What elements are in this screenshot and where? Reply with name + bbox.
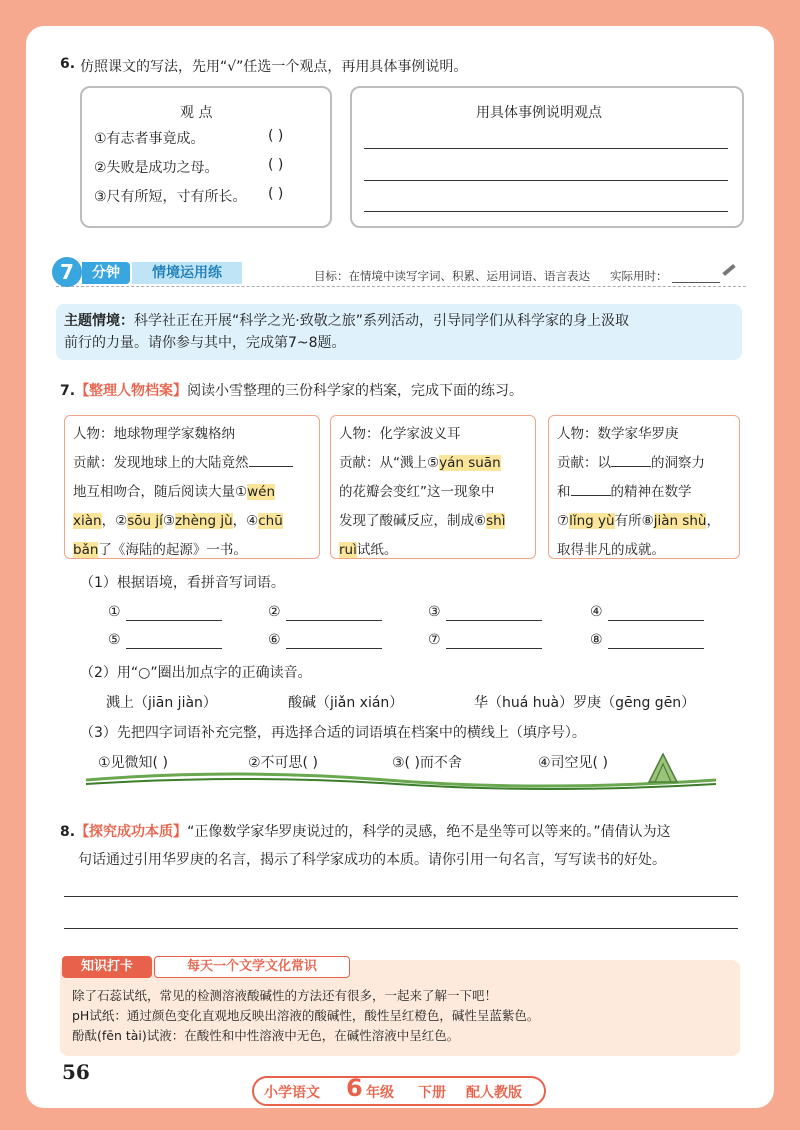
- reading-2[interactable]: 酸碱（jiǎn xián）: [288, 695, 404, 711]
- blank-label-3: ③: [428, 604, 441, 620]
- section-minutes-number: 7: [52, 257, 82, 287]
- answer-blank-8[interactable]: [608, 648, 704, 649]
- footer-grade-number: 6: [346, 1074, 363, 1102]
- card1-sep-2: ③: [162, 513, 175, 529]
- opinion-1: ①有志者事竟成。: [94, 131, 205, 147]
- page-number: 56: [62, 1060, 90, 1084]
- card3-line-2a: 贡献：以: [557, 455, 611, 471]
- blank-label-2: ②: [268, 604, 281, 620]
- card1-line-2: 贡献：发现地球上的大陆竟然: [73, 455, 249, 471]
- idiom-3[interactable]: ③( )而不舍: [392, 755, 462, 771]
- q7-sub1: （1）根据语境，看拼音写词语。: [80, 575, 285, 591]
- q8-answer-line-2[interactable]: [64, 928, 738, 929]
- blank-label-4: ④: [590, 604, 603, 620]
- knowledge-text: [72, 986, 732, 1046]
- q7-tag: 【整理人物档案】: [75, 383, 188, 399]
- answer-blank-3[interactable]: [446, 620, 542, 621]
- example-box-title: 用具体事例说明观点: [476, 105, 602, 121]
- card3-line-3a: 和: [557, 484, 571, 500]
- pinyin-1b: xiàn: [73, 513, 102, 529]
- card1-line-3: 地互相吻合，随后阅读大量①: [73, 484, 248, 500]
- footer-grade: 年级: [366, 1085, 394, 1101]
- opinion-box-title: 观 点: [180, 105, 213, 121]
- pinyin-8: jiàn shù: [653, 513, 707, 529]
- scenario-text: [64, 310, 744, 354]
- answer-blank-6[interactable]: [286, 648, 382, 649]
- idiom-2[interactable]: ②不可思( ): [248, 755, 318, 771]
- footer-subject: 小学语文: [264, 1085, 320, 1101]
- pinyin-7: lǐng yù: [569, 513, 615, 529]
- knowledge-tag: 知识打卡: [62, 956, 152, 978]
- blank-label-5: ⑤: [108, 632, 121, 648]
- opinion-1-paren[interactable]: ( ): [268, 128, 284, 144]
- q8-number: 8.: [60, 824, 76, 840]
- pinyin-1a: wén: [247, 484, 276, 500]
- opinion-2: ②失败是成功之母。: [94, 160, 219, 176]
- card3-line-3b: 的精神在数学: [610, 484, 692, 500]
- q8-line-2: 句话通过引用华罗庚的名言，揭示了科学家成功的本质。请你引用一句名言，写写读书的好处。: [78, 852, 666, 868]
- section-minutes-unit: 分钟: [82, 262, 130, 284]
- answer-blank-7[interactable]: [446, 648, 542, 649]
- section-goal: 目标：在情境中读写字词、积累、运用词语、语言表达: [314, 269, 590, 283]
- card3-blank-2[interactable]: [571, 495, 611, 496]
- card2-line-2: 贡献：从“溅上⑤: [339, 455, 440, 471]
- opinion-3: ③尺有所短，寸有所长。: [94, 189, 247, 205]
- scenario-line-1: 科学社正在开展“科学之光·致敬之旅”系列活动，引导同学们从科学家的身上汲取: [134, 313, 629, 329]
- q7-sub2: （2）用“○”圈出加点字的正确读音。: [80, 665, 312, 681]
- section-title: 情境运用练: [132, 262, 242, 284]
- card2-line-5: 试纸。: [356, 542, 398, 558]
- section-header-rule: [56, 286, 746, 287]
- card3-line-4c: ，: [706, 513, 720, 529]
- card1-line-5: 了《海陆的起源》一书。: [98, 542, 247, 558]
- q8-tag: 【探究成功本质】: [75, 824, 188, 840]
- bamboo-shoot-icon: [645, 752, 681, 784]
- blank-label-1: ①: [108, 604, 121, 620]
- card2-line-1: 人物：化学家波义耳: [339, 426, 461, 442]
- knowledge-line-1: 除了石蕊试纸，常见的检测溶液酸碱性的方法还有很多，一起来了解一下吧！: [72, 988, 498, 1003]
- section-time-blank[interactable]: [672, 282, 720, 283]
- archive-card-boyle: [330, 415, 536, 559]
- footer-term: 下册: [418, 1085, 446, 1101]
- pinyin-4b: bǎn: [73, 542, 99, 558]
- card2-line-3: 的花瓣会变红”这一现象中: [339, 484, 495, 500]
- scenario-label: 主题情境：: [64, 313, 134, 329]
- idiom-1[interactable]: ①见微知( ): [98, 755, 168, 771]
- q8-line-1: “正像数学家华罗庚说过的，科学的灵感，绝不是坐等可以等来的。”倩倩认为这: [187, 824, 671, 840]
- reading-3[interactable]: 华（huá huà）罗庚（gēng gēn）: [474, 695, 696, 711]
- pinyin-6a: shì: [486, 513, 506, 529]
- card1-blank[interactable]: [249, 466, 293, 467]
- card3-line-4a: ⑦: [557, 513, 570, 529]
- answer-blank-5[interactable]: [126, 648, 222, 649]
- q7-heading: [60, 380, 523, 400]
- scenario-line-2: 前行的力量。请你参与其中，完成第7~8题。: [64, 335, 346, 351]
- card1-sep-3: ，④: [232, 513, 259, 529]
- card3-line-4b: 有所⑧: [614, 513, 654, 529]
- example-line-1[interactable]: [364, 148, 728, 149]
- archive-card-wegener: [64, 415, 320, 559]
- opinion-2-paren[interactable]: ( ): [268, 157, 284, 173]
- archive-card-hua: [548, 415, 740, 559]
- q7-text: 阅读小雪整理的三份科学家的档案，完成下面的练习。: [187, 383, 524, 399]
- card3-blank-1[interactable]: [611, 466, 651, 467]
- knowledge-line-3: 酚酞(fēn tài)试液：在酸性和中性溶液中无色，在碱性溶液中呈红色。: [72, 1028, 460, 1043]
- reading-1[interactable]: 溅上（jiān jiàn）: [106, 695, 217, 711]
- idiom-4[interactable]: ④司空见( ): [538, 755, 608, 771]
- opinion-3-paren[interactable]: ( ): [268, 186, 284, 202]
- blank-label-8: ⑧: [590, 632, 603, 648]
- pinyin-3: zhèng jù: [174, 513, 233, 529]
- card2-line-4: 发现了酸碱反应，制成⑥: [339, 513, 487, 529]
- card3-line-2b: 的洞察力: [651, 455, 705, 471]
- answer-blank-2[interactable]: [286, 620, 382, 621]
- example-line-3[interactable]: [364, 211, 728, 212]
- pinyin-2: sōu jí: [127, 513, 163, 529]
- knowledge-line-2: pH试纸：通过颜色变化直观地反映出溶液的酸碱性，酸性呈红橙色，碱性呈蓝紫色。: [72, 1008, 540, 1023]
- card3-line-5: 取得非凡的成就。: [557, 542, 665, 558]
- blank-label-6: ⑥: [268, 632, 281, 648]
- q7-number: 7.: [60, 383, 76, 399]
- q6-number: 6.: [60, 56, 76, 72]
- q8-answer-line-1[interactable]: [64, 896, 738, 897]
- pinyin-6b: ruì: [339, 542, 357, 558]
- q7-sub3: （3）先把四字词语补充完整，再选择合适的词语填在档案中的横线上（填序号）。: [80, 725, 586, 741]
- example-line-2[interactable]: [364, 180, 728, 181]
- footer-edition: 配人教版: [466, 1085, 522, 1101]
- knowledge-title: 每天一个文学文化常识: [154, 956, 350, 978]
- card1-line-1: 人物：地球物理学家魏格纳: [73, 426, 235, 442]
- q8-text: [60, 818, 750, 874]
- card1-sep-1: ，②: [101, 513, 128, 529]
- card3-line-1: 人物：数学家华罗庚: [557, 426, 679, 442]
- answer-blank-1[interactable]: [126, 620, 222, 621]
- blank-label-7: ⑦: [428, 632, 441, 648]
- pinyin-4a: chū: [258, 513, 283, 529]
- q6-text: 仿照课文的写法，先用“√”任选一个观点，再用具体事例说明。: [80, 59, 468, 75]
- section-time-label: 实际用时：: [610, 269, 668, 283]
- answer-blank-4[interactable]: [608, 620, 704, 621]
- pinyin-5: yán suān: [439, 455, 501, 471]
